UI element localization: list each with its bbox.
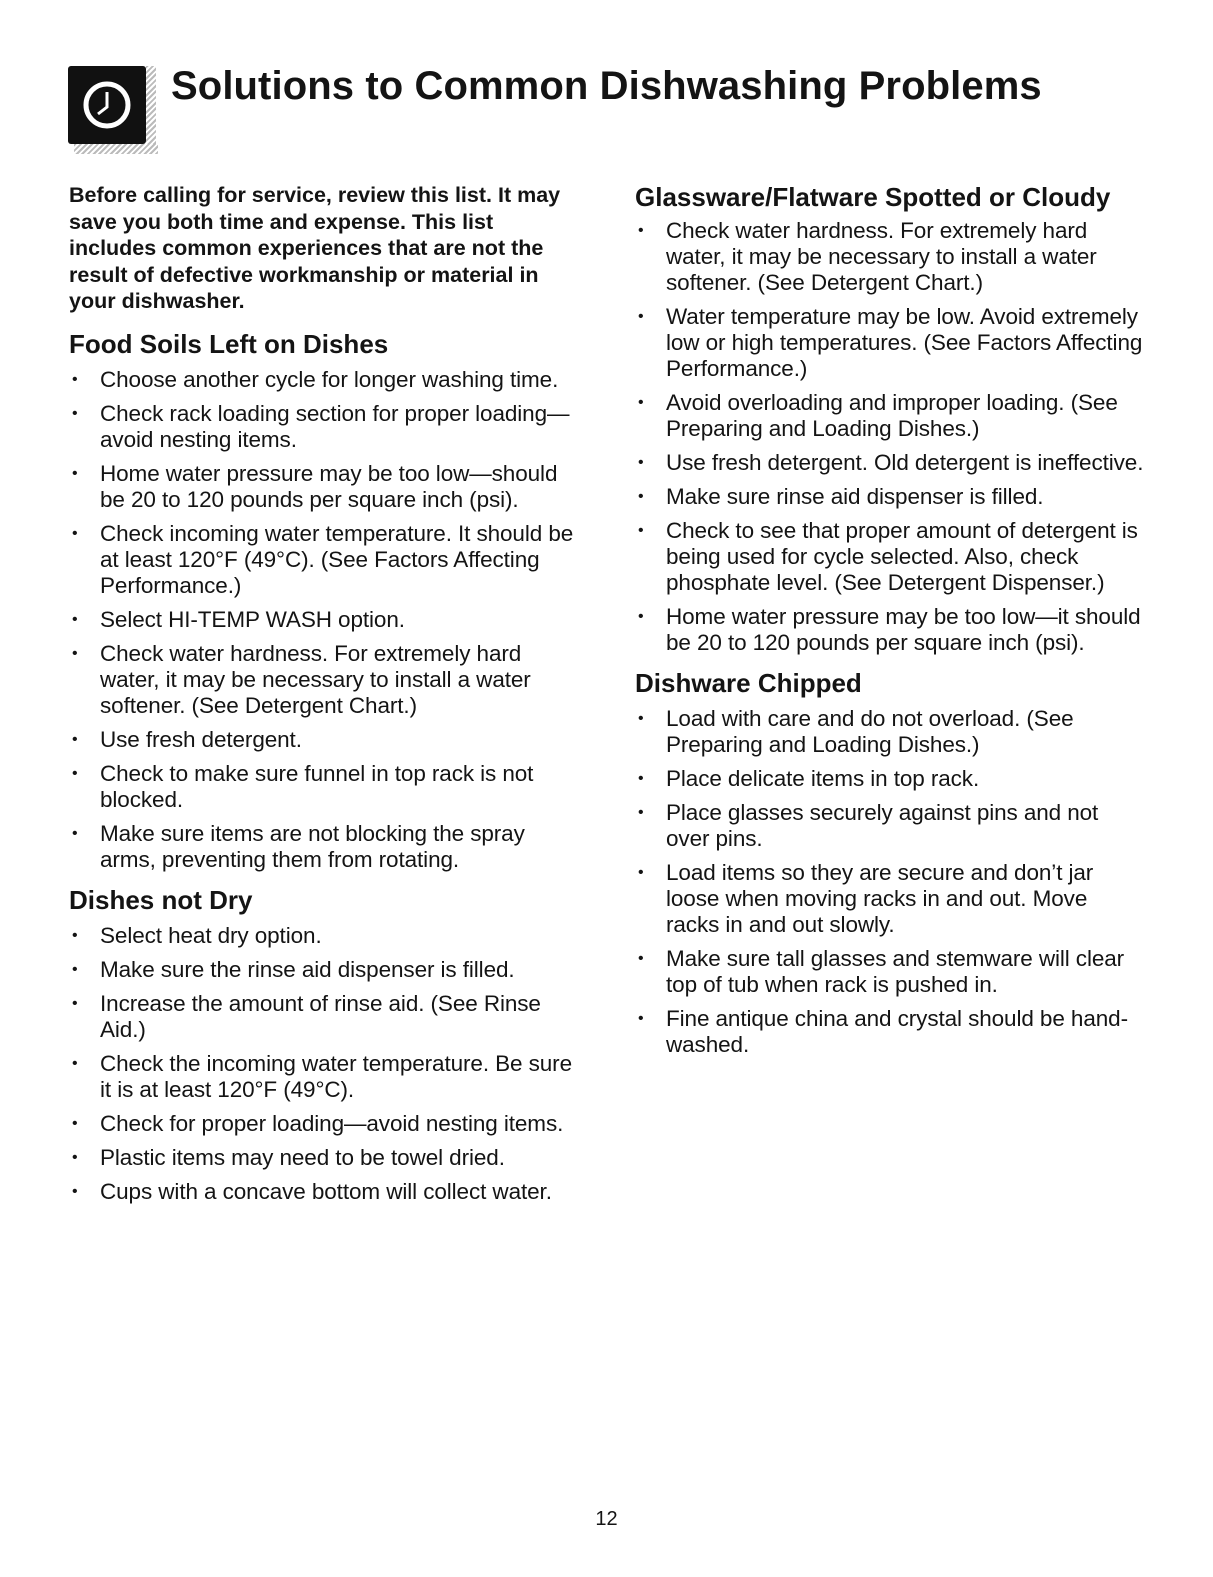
- list-item: [635, 946, 1145, 998]
- page-header: [68, 58, 1168, 158]
- bullet-icon: •: [72, 926, 78, 944]
- page-number: 12: [595, 1508, 618, 1530]
- bullet-icon: •: [638, 950, 644, 967]
- bullet-icon: •: [72, 730, 78, 748]
- list-item-text: Place delicate items in top rack.: [666, 766, 980, 791]
- bullet-icon: •: [638, 710, 644, 727]
- food-soils-list: [69, 367, 574, 873]
- list-item-text: Make sure tall glasses and stemware will clear top of tub when rack is pushed in.: [666, 946, 1125, 997]
- list-item-text: Cups with a concave bottom will collect water.: [100, 1178, 552, 1204]
- bullet-icon: •: [638, 454, 644, 471]
- list-item-text: Home water pressure may be too low—it should be 20 to 120 pounds per square inch (psi).: [666, 604, 1141, 655]
- list-item-text: Choose another cycle for longer washing time.: [100, 366, 559, 392]
- list-item: [69, 1111, 574, 1137]
- bullet-icon: •: [638, 308, 644, 325]
- bullet-icon: •: [72, 1114, 78, 1132]
- page-title: Solutions to Common Dishwashing Problems: [171, 64, 1042, 108]
- list-item: [635, 860, 1145, 938]
- bullet-icon: •: [72, 764, 78, 782]
- list-item-text: Select HI-TEMP WASH option.: [100, 606, 405, 632]
- list-item-text: Check incoming water temperature. It should be at least 120°F (49°C). (See Factors Affecting Performance.): [100, 520, 574, 598]
- bullet-icon: •: [72, 610, 78, 628]
- list-item-text: Select heat dry option.: [100, 922, 322, 948]
- list-item: [635, 518, 1145, 596]
- list-item: [69, 923, 574, 949]
- section-heading-glassware: Glassware/Flatware Spotted or Cloudy: [635, 182, 1111, 212]
- list-item-text: Make sure items are not blocking the spray arms, preventing them from rotating.: [100, 820, 525, 872]
- list-item-text: Fine antique china and crystal should be hand-washed.: [666, 1006, 1128, 1057]
- list-item-text: Use fresh detergent.: [100, 726, 302, 752]
- list-item-text: Home water pressure may be too low—should be 20 to 120 pounds per square inch (psi).: [100, 460, 558, 512]
- list-item-text: Make sure the rinse aid dispenser is filled.: [100, 956, 515, 982]
- list-item: [69, 607, 574, 633]
- list-item: [635, 1006, 1145, 1058]
- list-item-text: Avoid overloading and improper loading. (See Preparing and Loading Dishes.): [666, 390, 1118, 441]
- bullet-icon: •: [72, 1054, 78, 1072]
- list-item: [635, 304, 1145, 382]
- bullet-icon: •: [638, 1010, 644, 1027]
- section-heading-dishes-not-dry: Dishes not Dry: [69, 884, 253, 915]
- bullet-icon: •: [72, 1148, 78, 1166]
- list-item: [69, 1179, 574, 1205]
- icon-shadow: [146, 66, 156, 154]
- list-item-text: Check to make sure funnel in top rack is not blocked.: [100, 760, 534, 812]
- bullet-icon: •: [72, 370, 78, 388]
- list-item: [69, 761, 574, 813]
- list-item: [69, 957, 574, 983]
- list-item-text: Check the incoming water temperature. Be sure it is at least 120°F (49°C).: [100, 1050, 572, 1102]
- dishes-not-dry-list: [69, 923, 574, 1205]
- list-item-text: Plastic items may need to be towel dried.: [100, 1144, 505, 1170]
- section-heading-food-soils: Food Soils Left on Dishes: [69, 328, 389, 359]
- list-item: [69, 727, 574, 753]
- bullet-icon: •: [638, 770, 644, 787]
- list-item-text: Use fresh detergent. Old detergent is ineffective.: [666, 450, 1144, 475]
- list-item: [69, 401, 574, 453]
- list-item-text: Check to see that proper amount of detergent is being used for cycle selected. Also, check phosphate level. (See Detergent Dispenser.): [666, 518, 1138, 595]
- list-item-text: Check rack loading section for proper loading—avoid nesting items.: [100, 400, 570, 452]
- list-item-text: Increase the amount of rinse aid. (See Rinse Aid.): [100, 990, 541, 1042]
- glassware-list: [635, 218, 1145, 656]
- bullet-icon: •: [638, 522, 644, 539]
- bullet-icon: •: [72, 960, 78, 978]
- bullet-icon: •: [638, 394, 644, 411]
- list-item: [635, 450, 1145, 476]
- list-item-text: Check water hardness. For extremely hard water, it may be necessary to install a water softener. (See Detergent Chart.): [100, 640, 531, 718]
- dishware-chipped-list: [635, 706, 1145, 1058]
- clock-glyph: [82, 80, 132, 130]
- bullet-icon: •: [638, 804, 644, 821]
- list-item: [69, 641, 574, 719]
- list-item-text: Load items so they are secure and don’t jar loose when moving racks in and out. Move racks in and out slowly.: [666, 860, 1094, 937]
- bullet-icon: •: [638, 864, 644, 881]
- list-item: [69, 461, 574, 513]
- list-item: [69, 521, 574, 599]
- list-item: [635, 800, 1145, 852]
- list-item: [69, 991, 574, 1043]
- bullet-icon: •: [72, 524, 78, 542]
- list-item-text: Check for proper loading—avoid nesting items.: [100, 1110, 564, 1136]
- list-item: [69, 1051, 574, 1103]
- list-item: [69, 367, 574, 393]
- icon-shadow: [74, 144, 158, 154]
- bullet-icon: •: [638, 608, 644, 625]
- bullet-icon: •: [72, 644, 78, 662]
- list-item: [635, 706, 1145, 758]
- list-item-text: Place glasses securely against pins and not over pins.: [666, 800, 1099, 851]
- list-item-text: Load with care and do not overload. (See Preparing and Loading Dishes.): [666, 706, 1074, 757]
- list-item: [69, 1145, 574, 1171]
- list-item-text: Make sure rinse aid dispenser is filled.: [666, 484, 1044, 509]
- list-item-text: Water temperature may be low. Avoid extremely low or high temperatures. (See Factors Affecting Performance.): [666, 304, 1143, 381]
- intro-text: Before calling for service, review this list. It may save you both time and expense. This list includes common experiences that are not the result of defective workmanship or material in your dishwasher.: [69, 183, 561, 313]
- bullet-icon: •: [638, 222, 644, 239]
- bullet-icon: •: [72, 994, 78, 1012]
- bullet-icon: •: [72, 1182, 78, 1200]
- list-item: [635, 484, 1145, 510]
- bullet-icon: •: [72, 464, 78, 482]
- section-heading-dishware-chipped: Dishware Chipped: [635, 668, 862, 698]
- list-item-text: Check water hardness. For extremely hard water, it may be necessary to install a water softener. (See Detergent Chart.): [666, 218, 1097, 295]
- list-item: [635, 766, 1145, 792]
- bullet-icon: •: [638, 488, 644, 505]
- list-item: [69, 821, 574, 873]
- list-item: [635, 218, 1145, 296]
- right-column: [635, 181, 1145, 1070]
- list-item: [635, 604, 1145, 656]
- bullet-icon: •: [72, 404, 78, 422]
- clock-icon: [68, 66, 146, 144]
- left-column: [69, 182, 574, 1217]
- bullet-icon: •: [72, 824, 78, 842]
- list-item: [635, 390, 1145, 442]
